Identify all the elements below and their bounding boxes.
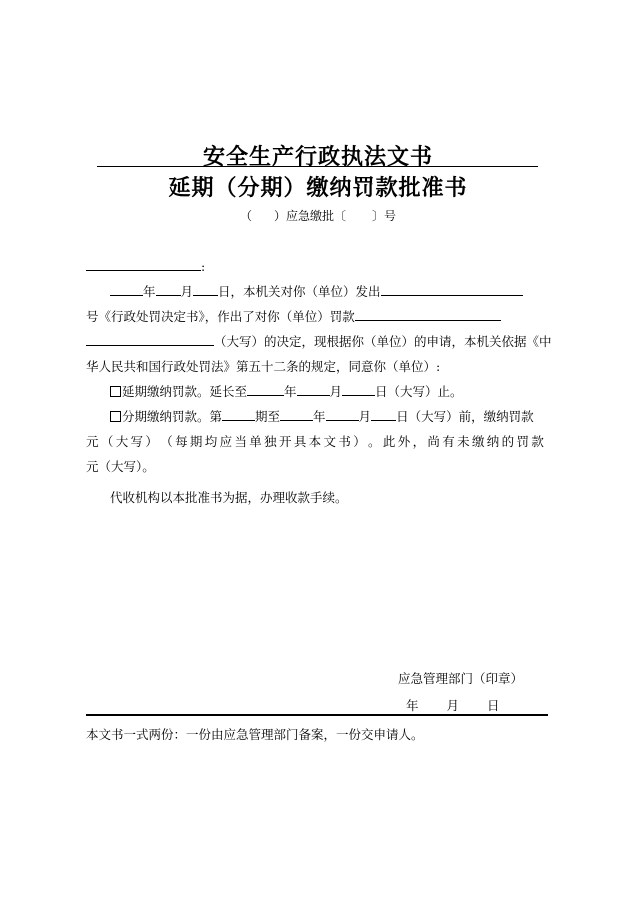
installment-day-blank[interactable] <box>371 407 396 421</box>
installment-line2-char: 单 <box>249 434 262 449</box>
issue-year-label: 年 <box>143 284 156 299</box>
installment-line2-char: ） <box>145 434 158 449</box>
installment-line2-char: 罚 <box>516 434 529 449</box>
signature-month: 月 <box>446 698 460 713</box>
signature-date <box>406 696 500 714</box>
footer-divider <box>86 714 548 716</box>
document-number <box>0 207 636 224</box>
installment-year-label: 年 <box>313 409 326 424</box>
signature-year: 年 <box>406 698 419 713</box>
installment-line2-char: 独 <box>264 434 277 449</box>
decision-number-blank[interactable] <box>381 282 523 296</box>
installment-line2-char: 款 <box>531 434 544 449</box>
document-title: 安全生产行政执法文书 <box>202 144 433 170</box>
title-divider <box>97 166 538 167</box>
installment-period-blank[interactable] <box>222 407 255 421</box>
defer-month-blank[interactable] <box>297 382 330 396</box>
issue-month-label: 月 <box>180 284 194 299</box>
installment-line2-char: ） <box>353 434 366 449</box>
installment-line2-char: 未 <box>457 434 470 449</box>
issue-day-blank[interactable] <box>193 282 218 296</box>
doc-number-blank-2[interactable] <box>346 207 372 220</box>
installment-line2-char: 此 <box>382 434 396 449</box>
paragraph-1-line-3 <box>86 332 552 350</box>
installment-line2-char: ， <box>412 434 426 449</box>
defer-checkbox[interactable] <box>110 386 121 397</box>
installment-text: 分期缴纳罚款。第 <box>122 409 223 424</box>
recipient-colon: : <box>201 259 206 274</box>
installment-line2-char: 。 <box>368 434 381 449</box>
installment-line2-char: 外 <box>397 434 411 449</box>
installment-line2-char: 当 <box>234 434 247 449</box>
defer-month-label: 月 <box>329 384 343 399</box>
issuing-department: 应急管理部门（印章） <box>398 671 524 686</box>
issue-year-blank[interactable] <box>110 282 143 296</box>
doc-number-open: （ <box>239 209 252 223</box>
defer-text: 延期缴纳罚款。延长至 <box>122 384 248 399</box>
defer-year-blank[interactable] <box>247 382 284 396</box>
installment-line2-char: 纳 <box>486 434 500 449</box>
installment-line2-char: 书 <box>338 434 351 449</box>
issue-day-text: 日，本机关对你（单位）发出 <box>218 284 381 299</box>
installment-line2-char: 开 <box>278 434 292 449</box>
footer-note: 本文书一式两份：一份由应急管理部门备案，一份交申请人。 <box>86 727 424 742</box>
installment-end-text: 日（大写）前，缴纳罚款 <box>396 409 534 424</box>
doc-number-mid: ）应急缴批〔 <box>273 209 346 223</box>
option-installment-line-1 <box>110 407 534 425</box>
recipient-line <box>86 257 205 274</box>
installment-line2-char: 写 <box>130 434 144 449</box>
installment-month-blank[interactable] <box>326 407 359 421</box>
installment-line2-char: 每 <box>175 434 188 449</box>
defer-end-text: 日（大写）止。 <box>375 384 463 399</box>
doc-number-blank-1[interactable] <box>252 207 274 220</box>
option-installment-line-3: 元（大写）。 <box>86 459 155 474</box>
fine-amount-capital-blank[interactable] <box>86 332 214 346</box>
installment-line2-char: （ <box>100 434 114 449</box>
defer-day-blank[interactable] <box>342 382 375 396</box>
installment-line2-char: 均 <box>204 434 218 449</box>
paragraph-1-line-1 <box>110 282 523 300</box>
issue-month-blank[interactable] <box>156 282 181 296</box>
installment-line2-char: 具 <box>293 434 307 449</box>
installment-year-blank[interactable] <box>280 407 313 421</box>
paragraph-1-line-2 <box>86 307 501 325</box>
decision-text: 号《行政处罚决定书》，作出了对你（单位）罚款 <box>86 309 355 324</box>
defer-year-label: 年 <box>284 384 297 399</box>
installment-month-label: 月 <box>358 409 372 424</box>
installment-line2-char: 尚 <box>427 434 440 449</box>
installment-line2-char: 元 <box>86 434 99 449</box>
fine-amount-blank[interactable] <box>355 307 501 321</box>
installment-line2-char: 有 <box>442 434 455 449</box>
signature-day: 日 <box>487 698 500 713</box>
installment-line2-char: 文 <box>323 434 337 449</box>
document-subtitle: 延期（分期）缴纳罚款批准书 <box>168 175 468 201</box>
installment-line2-char: 应 <box>219 434 233 449</box>
paragraph-1-line-4: 华人民共和国行政处罚法》第五十二条的规定，同意你（单位）: <box>86 359 441 374</box>
option-defer <box>110 382 463 400</box>
installment-line2-char: 的 <box>501 434 515 449</box>
legal-basis-text: （大写）的决定，现根据你（单位）的申请，本机关依据《中 <box>214 334 552 349</box>
installment-period-label: 期至 <box>255 409 281 424</box>
installment-checkbox[interactable] <box>110 411 121 422</box>
collection-paragraph: 代收机构以本批准书为据，办理收款手续。 <box>110 490 348 505</box>
installment-line2-char: 期 <box>189 434 203 449</box>
installment-line2-char: 大 <box>115 434 129 449</box>
installment-line2-char: （ <box>160 434 173 449</box>
installment-line2-char: 缴 <box>471 434 485 449</box>
recipient-blank[interactable] <box>86 257 201 271</box>
installment-line2-char: 本 <box>308 434 322 449</box>
option-installment-line-2 <box>86 432 544 450</box>
doc-number-close: 〕号 <box>372 209 397 223</box>
